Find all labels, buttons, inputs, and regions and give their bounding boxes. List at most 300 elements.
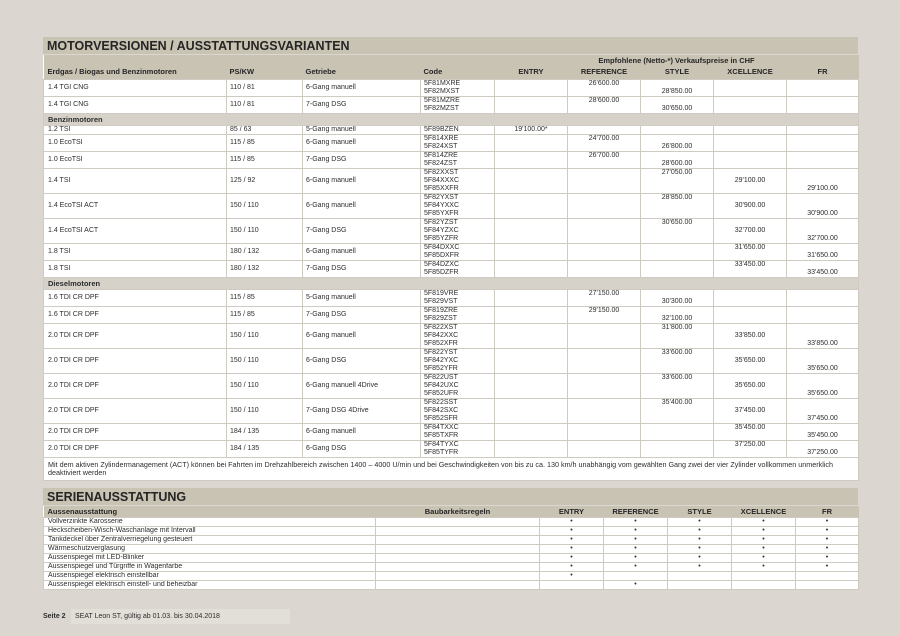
pskw-cell: 184 / 135	[227, 423, 303, 440]
availability-cell-fr	[796, 536, 859, 545]
price-value	[641, 227, 713, 235]
code-cell	[421, 260, 495, 277]
price-cell-style	[641, 306, 714, 323]
model-code: 5F84YZXC	[424, 226, 459, 234]
engine-cell: 1.4 EcoTSI ACT	[44, 193, 227, 218]
model-code: 5F82MXST	[424, 87, 460, 95]
price-value	[495, 349, 567, 357]
standard-bullet-icon: •	[634, 581, 637, 588]
price-value	[568, 315, 640, 323]
price-value: 29'150.00	[588, 306, 620, 314]
code-cell	[421, 134, 495, 151]
model-code: 5F852YFR	[424, 364, 458, 372]
price-cell-xcellence	[714, 218, 787, 243]
price-value	[714, 194, 786, 202]
availability-cell-style	[668, 545, 732, 554]
column-header-reference: REFERENCE	[604, 506, 668, 518]
pskw-cell: 110 / 81	[227, 96, 303, 113]
price-cell-xcellence	[714, 398, 787, 423]
engine-cell: 2.0 TDI CR DPF	[44, 398, 227, 423]
price-cell-style	[641, 440, 714, 457]
price-cell-style	[641, 96, 714, 113]
price-value	[495, 185, 567, 193]
equipment-row	[44, 527, 859, 536]
column-header-code: Code	[421, 66, 495, 79]
motor-versions-title: MOTORVERSIONEN / AUSSTATTUNGSVARIANTEN	[43, 37, 858, 54]
price-value	[568, 399, 640, 407]
price-value	[568, 298, 640, 306]
price-value	[641, 332, 713, 340]
pskw-cell: 150 / 110	[227, 398, 303, 423]
model-row	[44, 96, 859, 113]
availability-cell-entry	[540, 563, 604, 572]
standard-bullet-icon: •	[634, 518, 637, 525]
model-code: 5F85XXFR	[424, 184, 459, 192]
code-cell	[421, 440, 495, 457]
price-value	[714, 415, 786, 423]
price-value	[714, 298, 786, 306]
model-code: 5F85DXFR	[424, 251, 460, 259]
price-value: 30'900.00	[734, 201, 766, 209]
availability-cell-fr	[796, 545, 859, 554]
engine-cell: 1.6 TDI CR DPF	[44, 289, 227, 306]
gearbox-cell: 6-Gang manuell	[303, 243, 421, 260]
price-value	[787, 399, 858, 407]
price-cell-xcellence	[714, 260, 787, 277]
column-header-style: STYLE	[668, 506, 732, 518]
price-value	[787, 177, 858, 185]
price-cell-entry	[495, 134, 568, 151]
column-header-gearbox: Getriebe	[303, 66, 421, 79]
model-code: 5F85DZFR	[424, 268, 459, 276]
price-value	[714, 235, 786, 243]
price-value	[495, 227, 567, 235]
price-value	[568, 160, 640, 168]
price-value: 37'450.00	[807, 414, 838, 422]
price-cell-xcellence	[714, 440, 787, 457]
price-value	[641, 424, 713, 432]
price-value: 33'450.00	[734, 260, 766, 268]
price-value	[714, 105, 786, 113]
price-value	[641, 177, 713, 185]
engine-cell: 2.0 TDI CR DPF	[44, 423, 227, 440]
price-cell-xcellence	[714, 348, 787, 373]
price-value	[714, 374, 786, 382]
price-value	[787, 80, 858, 88]
column-header-entry: ENTRY	[495, 66, 568, 79]
model-code: 5F819VRE	[424, 289, 459, 297]
availability-cell-xcellence	[732, 518, 796, 527]
column-header-reference: REFERENCE	[568, 66, 641, 79]
price-value: 29'100.00	[734, 176, 766, 184]
engine-cell: 1.6 TDI CR DPF	[44, 306, 227, 323]
price-value	[641, 269, 713, 277]
footer-validity-text: SEAT Leon ST, gültig ab 01.03. bis 30.04.2018	[71, 609, 290, 624]
price-value	[714, 432, 786, 440]
price-cell-reference	[568, 79, 641, 96]
equipment-row	[44, 554, 859, 563]
price-value	[568, 424, 640, 432]
price-cell-fr	[787, 260, 859, 277]
price-cell-xcellence	[714, 243, 787, 260]
availability-cell-entry	[540, 527, 604, 536]
price-value	[568, 235, 640, 243]
price-value	[641, 244, 713, 252]
price-cell-style	[641, 323, 714, 348]
price-value	[641, 210, 713, 218]
price-value	[568, 177, 640, 185]
price-value	[568, 390, 640, 398]
model-code: 5F82MZST	[424, 104, 460, 112]
availability-cell-xcellence	[732, 554, 796, 563]
model-code: 5F81MXRE	[424, 79, 461, 87]
footnote-row	[44, 457, 859, 480]
motor-table-body	[44, 79, 859, 457]
price-cell-entry	[495, 168, 568, 193]
price-value	[714, 152, 786, 160]
model-row	[44, 323, 859, 348]
price-value	[787, 324, 858, 332]
standard-equipment-table	[43, 506, 859, 590]
availability-cell-reference	[604, 536, 668, 545]
standard-bullet-icon: •	[698, 554, 701, 561]
availability-cell-reference	[604, 581, 668, 590]
engine-cell: 1.0 EcoTSI	[44, 151, 227, 168]
engine-group-row	[44, 113, 859, 125]
column-header-engine: Erdgas / Biogas und Benzinmotoren	[44, 66, 227, 79]
price-value	[787, 169, 858, 177]
price-value	[641, 252, 713, 260]
availability-cell-style	[668, 554, 732, 563]
availability-cell-xcellence	[732, 527, 796, 536]
availability-cell-style	[668, 527, 732, 536]
price-cell-entry	[495, 243, 568, 260]
price-cell-reference	[568, 193, 641, 218]
price-value	[495, 307, 567, 315]
price-value	[787, 424, 858, 432]
price-cell-reference	[568, 306, 641, 323]
standard-bullet-icon: •	[570, 527, 573, 534]
model-code: 5F822SST	[424, 398, 458, 406]
buildability-rule-cell	[376, 536, 540, 545]
price-value	[568, 407, 640, 415]
price-value	[641, 340, 713, 348]
engine-cell: 1.4 TGI CNG	[44, 79, 227, 96]
model-row	[44, 260, 859, 277]
price-cell-fr	[787, 193, 859, 218]
price-value	[714, 324, 786, 332]
price-value	[495, 432, 567, 440]
availability-cell-xcellence	[732, 563, 796, 572]
price-value	[568, 210, 640, 218]
standard-bullet-icon: •	[698, 527, 701, 534]
equipment-table-header	[44, 506, 859, 518]
model-code: 5F842UXC	[424, 381, 459, 389]
price-value	[568, 365, 640, 373]
model-row	[44, 79, 859, 96]
engine-cell: 1.8 TSI	[44, 243, 227, 260]
price-value	[787, 374, 858, 382]
standard-bullet-icon: •	[825, 527, 829, 534]
price-cell-entry	[495, 289, 568, 306]
price-cell-entry	[495, 398, 568, 423]
price-value	[714, 219, 786, 227]
code-cell	[421, 306, 495, 323]
engine-cell: 1.4 TSI	[44, 168, 227, 193]
model-row	[44, 243, 859, 260]
price-cell-entry	[495, 348, 568, 373]
price-value	[495, 269, 567, 277]
availability-cell-reference	[604, 563, 668, 572]
standard-bullet-icon: •	[825, 554, 829, 561]
price-cell-style	[641, 168, 714, 193]
standard-bullet-icon: •	[762, 518, 765, 525]
price-value	[568, 349, 640, 357]
price-cell-fr	[787, 423, 859, 440]
code-cell	[421, 96, 495, 113]
price-cell-style	[641, 193, 714, 218]
engine-cell: 2.0 TDI CR DPF	[44, 440, 227, 457]
price-value	[495, 219, 567, 227]
price-cell-fr	[787, 243, 859, 260]
model-code: 5F81MZRE	[424, 96, 460, 104]
price-value	[641, 441, 713, 449]
model-row	[44, 348, 859, 373]
model-code: 5F842YXC	[424, 356, 459, 364]
price-value	[568, 252, 640, 260]
availability-cell-fr	[796, 527, 859, 536]
column-header-xcellence: XCELLENCE	[732, 506, 796, 518]
price-value: 27'050.00	[661, 168, 693, 176]
model-code: 5F85TYFR	[424, 448, 459, 456]
column-header-exterior: Aussenausstattung	[44, 506, 376, 518]
price-value	[568, 324, 640, 332]
standard-bullet-icon: •	[698, 545, 701, 552]
availability-cell-style	[668, 536, 732, 545]
model-row	[44, 134, 859, 151]
price-value	[714, 307, 786, 315]
pskw-cell: 150 / 110	[227, 373, 303, 398]
price-value	[787, 135, 858, 143]
price-value	[495, 194, 567, 202]
price-value: 31'800.00	[661, 323, 693, 331]
price-value: 30'650.00	[661, 104, 693, 112]
price-value	[495, 235, 567, 243]
price-value	[495, 244, 567, 252]
price-cell-reference	[568, 243, 641, 260]
price-value	[787, 290, 858, 298]
price-value	[641, 432, 713, 440]
price-value: 35'450.00	[807, 431, 838, 439]
price-value	[495, 169, 567, 177]
availability-cell-fr	[796, 563, 859, 572]
pskw-cell: 180 / 132	[227, 243, 303, 260]
buildability-rule-cell	[376, 545, 540, 554]
page-number: Seite 2	[43, 613, 66, 620]
column-header-fr: FR	[796, 506, 859, 518]
price-value	[787, 382, 858, 390]
price-value	[787, 441, 858, 449]
standard-bullet-icon: •	[634, 536, 637, 543]
price-cell-fr	[787, 323, 859, 348]
standard-bullet-icon: •	[634, 527, 637, 534]
column-header-fr: FR	[787, 66, 859, 79]
model-row	[44, 193, 859, 218]
price-value: 35'400.00	[661, 398, 693, 406]
standard-bullet-icon: •	[762, 527, 765, 534]
model-code: 5F824ZST	[424, 159, 458, 167]
model-row	[44, 151, 859, 168]
price-value	[568, 194, 640, 202]
column-header-pskw: PS/KW	[227, 66, 303, 79]
availability-cell-xcellence	[732, 545, 796, 554]
price-value	[568, 340, 640, 348]
equipment-label: Heckscheiben-Wisch-Waschanlage mit Intervall	[44, 527, 376, 536]
model-code: 5F84TYXC	[424, 440, 459, 448]
availability-cell-xcellence	[732, 536, 796, 545]
price-value	[787, 332, 858, 340]
price-value	[787, 244, 858, 252]
pskw-cell: 180 / 132	[227, 260, 303, 277]
engine-cell: 1.0 EcoTSI	[44, 134, 227, 151]
gearbox-cell: 7-Gang DSG	[303, 260, 421, 277]
price-value	[495, 382, 567, 390]
gearbox-cell: 7-Gang DSG	[303, 306, 421, 323]
price-value: 31'650.00	[807, 251, 838, 259]
engine-cell: 1.4 EcoTSI ACT	[44, 218, 227, 243]
standard-bullet-icon: •	[825, 545, 829, 552]
price-value	[568, 269, 640, 277]
price-value	[495, 210, 567, 218]
code-cell	[421, 151, 495, 168]
price-value	[568, 169, 640, 177]
gearbox-cell: 7-Gang DSG 4Drive	[303, 398, 421, 423]
price-cell-xcellence	[714, 423, 787, 440]
price-cell-style	[641, 289, 714, 306]
price-value	[787, 143, 858, 151]
price-value	[787, 298, 858, 306]
column-header-xcellence: XCELLENCE	[714, 66, 787, 79]
price-value	[641, 152, 713, 160]
model-code: 5F829ZST	[424, 314, 458, 322]
gearbox-cell: 6-Gang manuell	[303, 168, 421, 193]
pskw-cell: 115 / 85	[227, 151, 303, 168]
price-value	[495, 332, 567, 340]
price-value	[568, 88, 640, 96]
pskw-cell: 150 / 110	[227, 218, 303, 243]
price-value	[495, 177, 567, 185]
price-value	[714, 210, 786, 218]
price-cell-fr	[787, 168, 859, 193]
price-value: 26'800.00	[661, 142, 693, 150]
price-value	[568, 244, 640, 252]
code-cell	[421, 193, 495, 218]
price-cell-fr	[787, 218, 859, 243]
equipment-row	[44, 518, 859, 527]
price-value	[787, 160, 858, 168]
price-value	[641, 415, 713, 423]
gearbox-cell: 6-Gang manuell	[303, 423, 421, 440]
model-code: 5F84DXXC	[424, 243, 460, 251]
price-value	[787, 357, 858, 365]
price-cell-style	[641, 125, 714, 134]
price-cell-reference	[568, 398, 641, 423]
engine-group-label: Benzinmotoren	[44, 113, 859, 125]
price-cell-style	[641, 151, 714, 168]
price-caption-row	[44, 55, 859, 66]
price-caption: Empfohlene (Netto-*) Verkaufspreise in CHF	[495, 55, 859, 66]
price-value: 28'850.00	[661, 87, 693, 95]
price-value	[495, 252, 567, 260]
price-cell-entry	[495, 323, 568, 348]
standard-bullet-icon: •	[570, 554, 573, 561]
price-value	[714, 169, 786, 177]
price-value: 35'650.00	[734, 381, 766, 389]
price-value	[787, 97, 858, 105]
price-value	[714, 80, 786, 88]
price-value	[568, 143, 640, 151]
price-cell-style	[641, 398, 714, 423]
price-value	[787, 349, 858, 357]
price-cell-entry	[495, 306, 568, 323]
price-value	[641, 126, 713, 134]
price-cell-fr	[787, 96, 859, 113]
price-value	[568, 202, 640, 210]
price-value	[495, 340, 567, 348]
price-cell-style	[641, 373, 714, 398]
price-value	[641, 235, 713, 243]
price-value	[568, 227, 640, 235]
code-cell	[421, 125, 495, 134]
price-value	[714, 365, 786, 373]
engine-cell: 1.8 TSI	[44, 260, 227, 277]
pskw-cell: 150 / 110	[227, 348, 303, 373]
price-cell-entry	[495, 218, 568, 243]
availability-cell-entry	[540, 545, 604, 554]
price-value	[568, 374, 640, 382]
price-value	[495, 365, 567, 373]
availability-cell-style	[668, 563, 732, 572]
price-cell-xcellence	[714, 306, 787, 323]
price-value: 29'100.00	[807, 184, 838, 192]
price-value	[495, 97, 567, 105]
price-value	[568, 332, 640, 340]
price-value: 33'450.00	[807, 268, 838, 276]
gearbox-cell: 6-Gang manuell	[303, 134, 421, 151]
price-value	[568, 382, 640, 390]
standard-bullet-icon: •	[634, 545, 637, 552]
price-value	[495, 407, 567, 415]
price-value	[641, 407, 713, 415]
price-cell-fr	[787, 440, 859, 457]
standard-bullet-icon: •	[698, 563, 701, 570]
price-value	[714, 143, 786, 151]
price-value	[787, 105, 858, 113]
price-cell-entry	[495, 125, 568, 134]
price-cell-entry	[495, 260, 568, 277]
engine-group-row	[44, 277, 859, 289]
engine-cell: 2.0 TDI CR DPF	[44, 373, 227, 398]
price-value: 30'300.00	[661, 297, 693, 305]
price-value	[568, 185, 640, 193]
price-cell-xcellence	[714, 373, 787, 398]
gearbox-cell: 5-Gang manuell	[303, 125, 421, 134]
buildability-rule-cell	[376, 527, 540, 536]
price-cell-fr	[787, 398, 859, 423]
column-header-rules: Baubarkeitsregeln	[376, 506, 540, 518]
standard-equipment-title: SERIENAUSSTATTUNG	[43, 488, 858, 505]
price-cell-reference	[568, 323, 641, 348]
